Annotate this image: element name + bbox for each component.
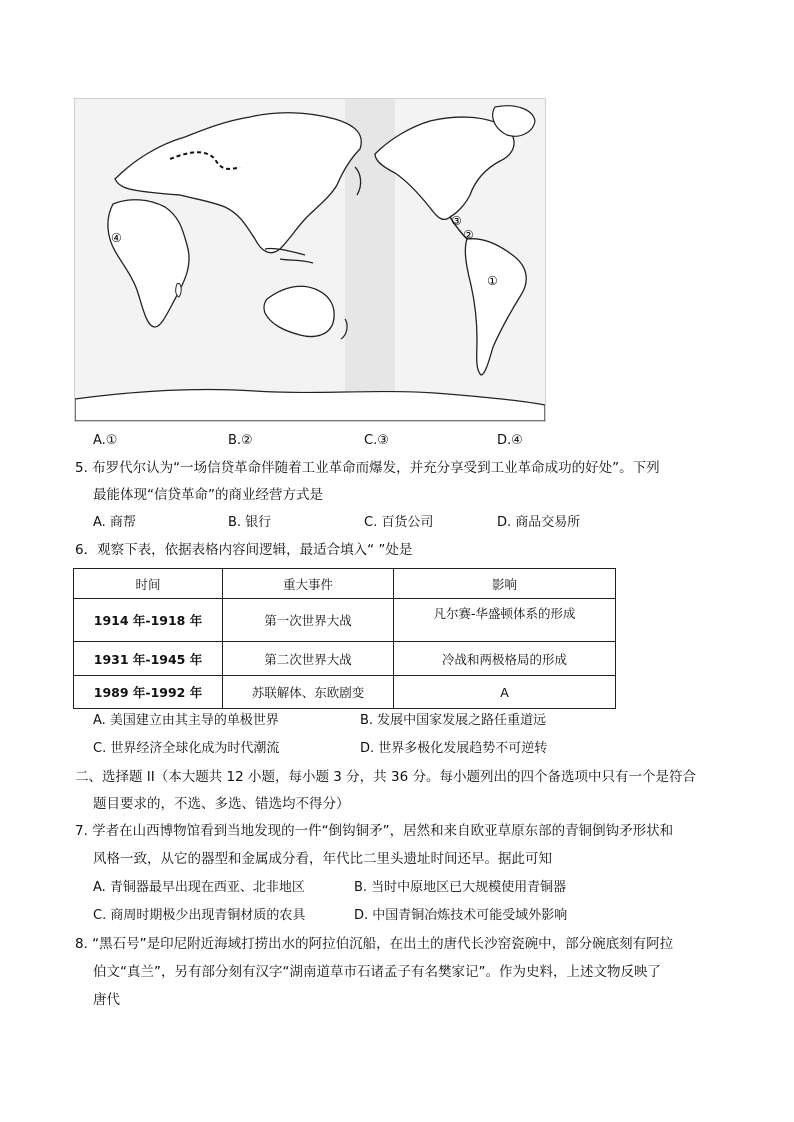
header-impact: 影响 [394,569,616,599]
q4-option-a: A.① [93,433,118,448]
table-row [74,642,616,676]
table-row [74,676,616,709]
world-map-figure [74,98,546,422]
header-time: 时间 [74,569,223,599]
cell-event: 苏联解体、东欧剧变 [223,676,394,709]
marker-1: ① [487,274,498,288]
q7-option-b: B. 当时中原地区已大规模使用青铜器 [354,880,567,895]
q5-option-d: D. 商品交易所 [497,515,581,530]
q4-option-c: C.③ [364,433,389,448]
section2-line1: 二、选择题 II（本大题共 12 小题，每小题 3 分，共 36 分。每小题列出的四个备选项中只有一个是符合 [75,769,696,785]
q7-option-c: C. 商周时期极少出现青铜材质的农具 [93,908,306,923]
q5-stem-line2: 最能体现“信贷革命”的商业经营方式是 [93,487,323,503]
q6-option-d: D. 世界多极化发展趋势不可逆转 [360,741,548,756]
madagascar [176,283,181,297]
q5-option-b: B. 银行 [228,515,272,530]
cell-impact: 冷战和两极格局的形成 [394,642,616,676]
cell-impact: A [394,676,616,709]
q7-option-d: D. 中国青铜冶炼技术可能受域外影响 [354,908,568,923]
q8-stem-line1: 8. “黑石号”是印尼附近海域打捞出水的阿拉伯沉船，在出土的唐代长沙窑瓷碗中，部分碗底刻有阿拉 [75,936,674,952]
marker-2: ② [463,228,474,242]
header-event: 重大事件 [223,569,394,599]
cell-event: 第二次世界大战 [223,642,394,676]
q6-option-c: C. 世界经济全球化成为时代潮流 [93,741,280,756]
marker-4: ④ [111,231,122,245]
section2-line2: 题目要求的，不选、多选、错选均不得分） [93,796,350,812]
q5-stem-line1: 5. 布罗代尔认为“一场信贷革命伴随着工业革命而爆发，并充分享受到工业革命成功的好处”。下列 [75,460,660,476]
cell-impact: 凡尔赛-华盛顿体系的形成 [394,599,616,642]
q6-option-a: A. 美国建立由其主导的单极世界 [93,713,279,728]
q7-stem-line1: 7. 学者在山西博物馆看到当地发现的一件“倒钩铜矛”，居然和来自欧亚草原东部的青铜倒钩矛形状和 [75,823,674,839]
cell-time: 1989 年-1992 年 [74,676,223,709]
q7-stem-line2: 风格一致，从它的器型和金属成分看，年代比二里头遗址时间还早。据此可知 [93,851,552,867]
marker-3: ③ [451,214,462,228]
q6-option-b: B. 发展中国家发展之路任重道远 [360,713,547,728]
cell-event: 第一次世界大战 [223,599,394,642]
q4-option-d: D.④ [497,433,523,448]
q6-stem: 6．观察下表，依据表格内容间逻辑，最适合填入“ ”处是 [75,542,413,558]
cell-time: 1914 年-1918 年 [74,599,223,642]
world-map-svg [75,99,545,421]
q7-option-a: A. 青铜器最早出现在西亚、北非地区 [93,880,305,895]
q5-option-c: C. 百货公司 [364,515,434,530]
q4-option-b: B.② [228,433,253,448]
q8-stem-line2: 伯文“真兰”，另有部分刻有汉字“湖南道草市石诸孟子有名樊家记”。作为史料，上述文物反映了 [93,964,661,980]
cell-time: 1931 年-1945 年 [74,642,223,676]
q5-option-a: A. 商帮 [93,515,136,530]
table-row [74,599,616,642]
q8-stem-line3: 唐代 [93,992,120,1008]
events-table [73,568,616,709]
table-header-row [74,569,616,599]
